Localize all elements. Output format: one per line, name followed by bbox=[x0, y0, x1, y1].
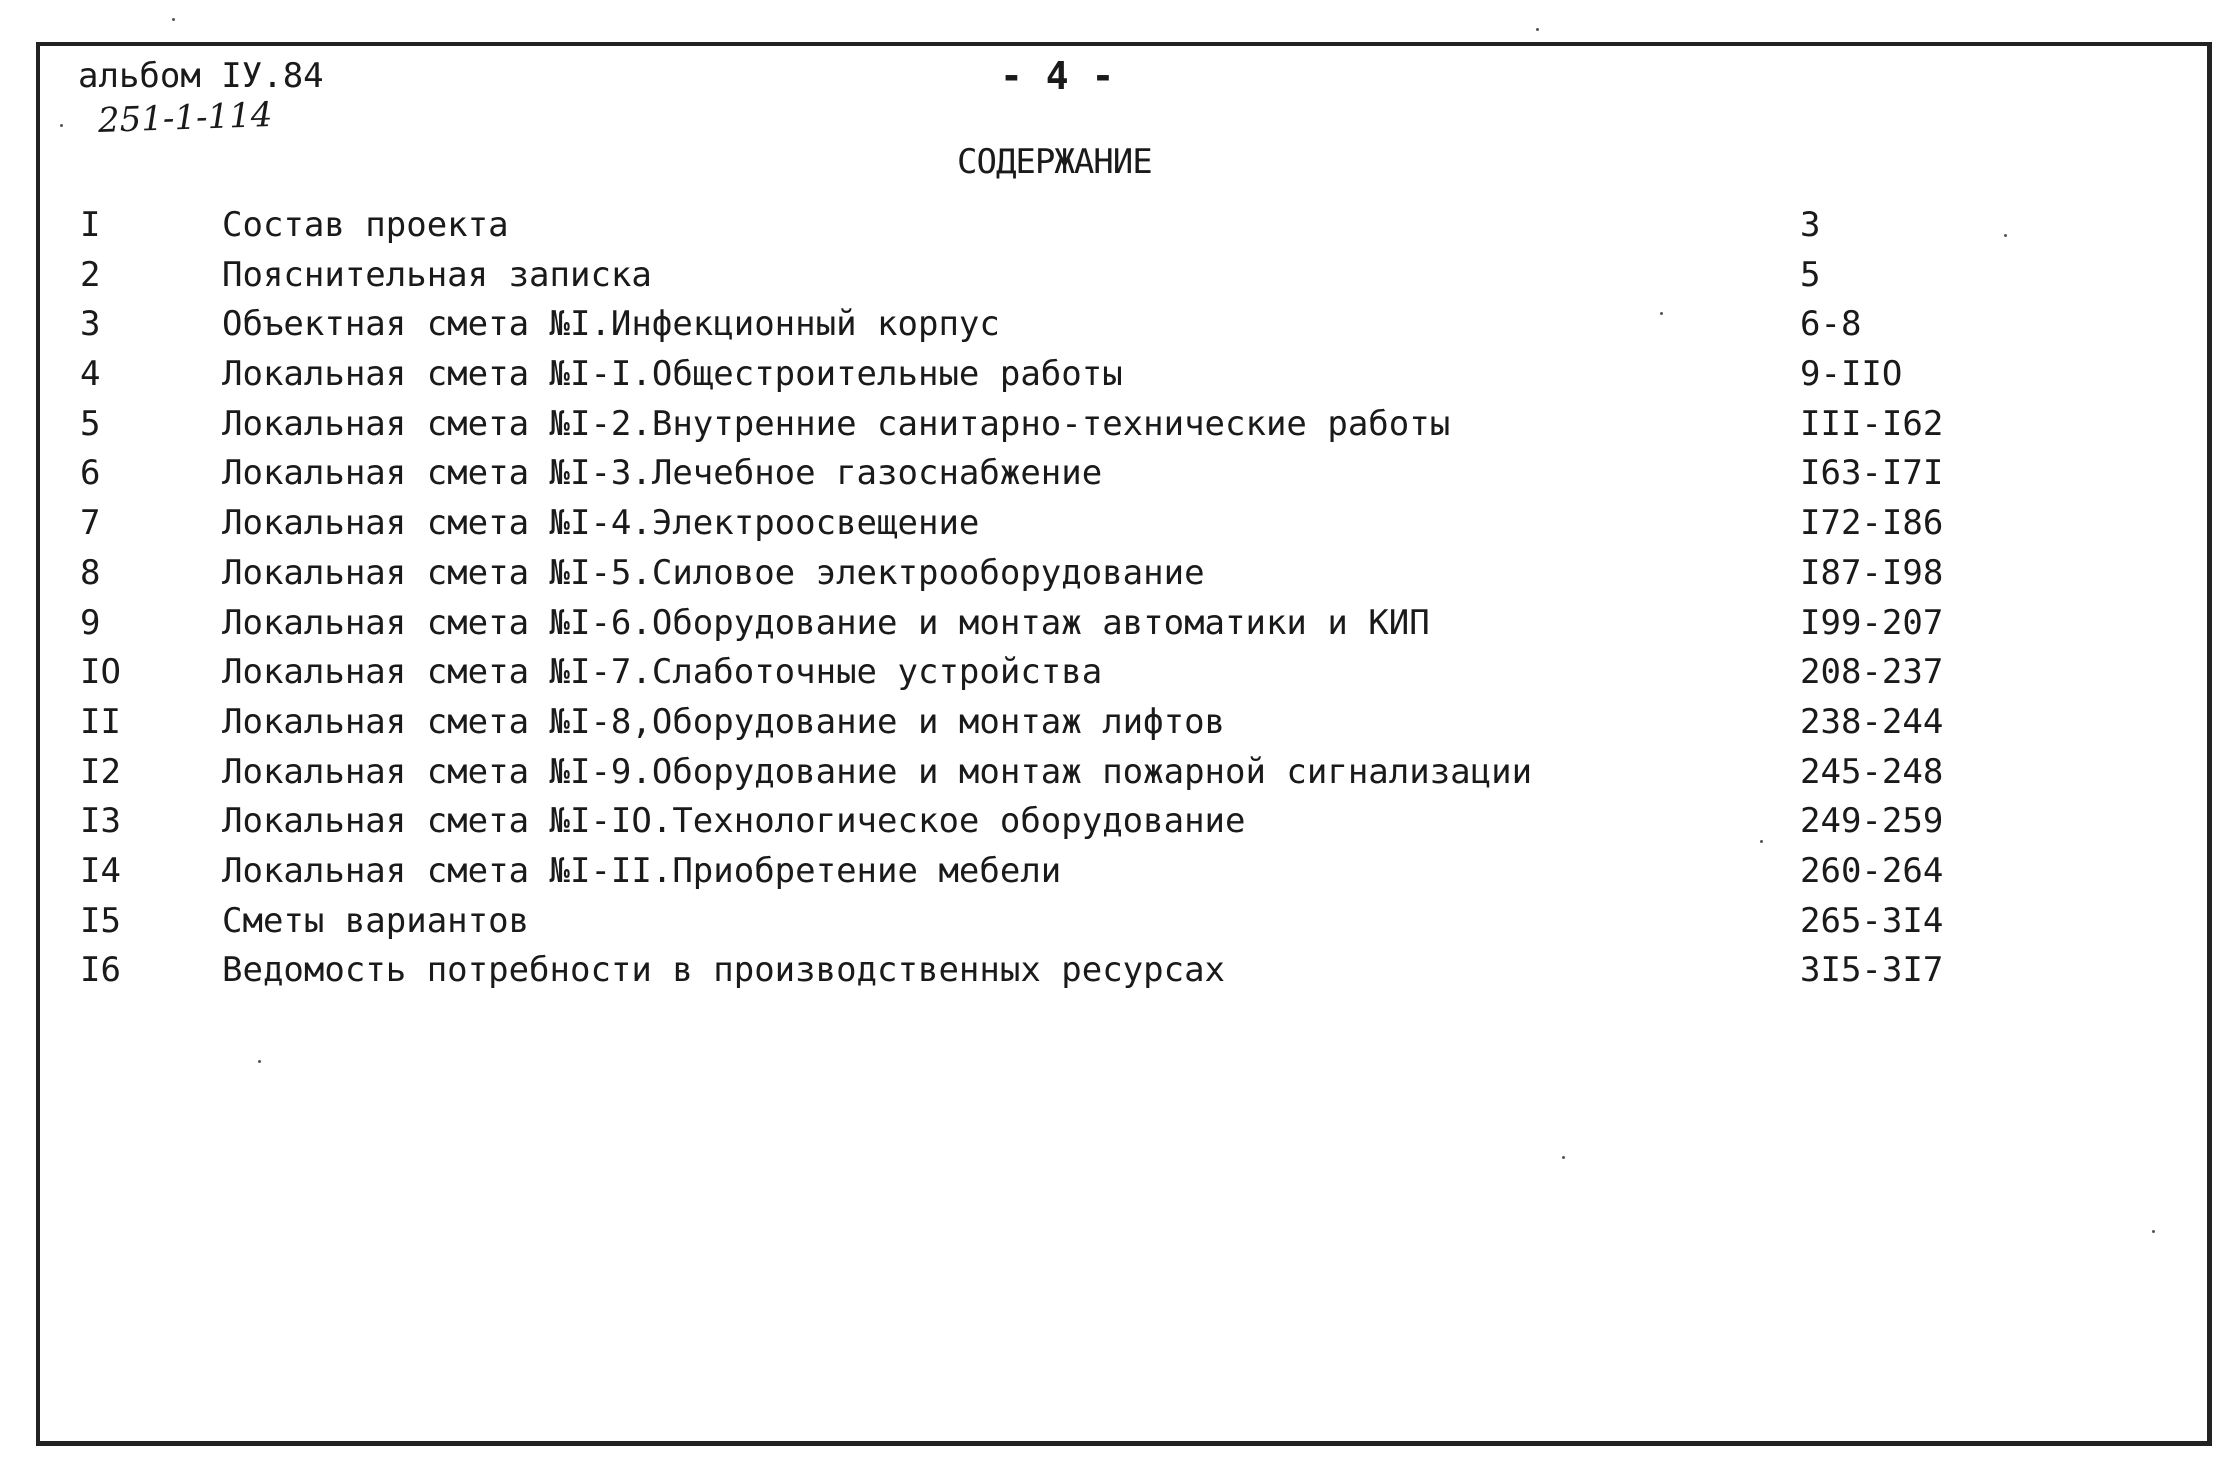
toc-row-number: 9 bbox=[80, 602, 101, 643]
toc-row-pages: 245-248 bbox=[1800, 751, 1944, 792]
toc-row bbox=[0, 801, 2240, 851]
toc-row-title: Локальная смета №I-2.Внутренние санитарно-технические работы bbox=[222, 403, 1451, 444]
toc-row-number: 5 bbox=[80, 403, 101, 444]
toc-row-pages: 265-3I4 bbox=[1800, 900, 1944, 941]
toc-row bbox=[0, 453, 2240, 503]
toc-row bbox=[0, 354, 2240, 404]
toc-row-title: Локальная смета №I-8,Оборудование и монтаж лифтов bbox=[222, 701, 1226, 742]
toc-row-number: I2 bbox=[80, 751, 121, 792]
page-number: - 4 - bbox=[1000, 54, 1115, 98]
album-label: альбом IУ.84 bbox=[78, 56, 324, 96]
toc-row-pages: III-I62 bbox=[1800, 403, 1944, 444]
toc-row-title: Локальная смета №I-II.Приобретение мебели bbox=[222, 850, 1062, 891]
scan-speck bbox=[172, 18, 175, 21]
toc-row-number: I6 bbox=[80, 950, 121, 991]
toc-row bbox=[0, 603, 2240, 653]
toc-row-title: Локальная смета №I-3.Лечебное газоснабжение bbox=[222, 453, 1103, 494]
toc-row-pages: I63-I7I bbox=[1800, 453, 1944, 494]
toc-row-title: Состав проекта bbox=[222, 205, 509, 245]
toc-row bbox=[0, 702, 2240, 752]
scan-speck bbox=[2004, 234, 2007, 237]
toc-row-number: II bbox=[80, 701, 121, 742]
toc-row-title: Локальная смета №I-7.Слаботочные устройства bbox=[222, 652, 1103, 693]
toc-row-pages: 260-264 bbox=[1800, 850, 1944, 891]
toc-row bbox=[0, 553, 2240, 603]
toc-row bbox=[0, 950, 2240, 1000]
toc-row-number: I3 bbox=[80, 801, 121, 842]
toc-row-pages: 238-244 bbox=[1800, 701, 1944, 742]
toc-row bbox=[0, 752, 2240, 802]
toc-row-title: Локальная смета №I-IO.Технологическое оборудование bbox=[222, 801, 1246, 842]
toc-row-number: I5 bbox=[80, 900, 121, 941]
toc-row-title: Локальная смета №I-4.Электроосвещение bbox=[222, 503, 980, 544]
toc-row-pages: I99-207 bbox=[1800, 602, 1944, 643]
toc-row-pages: 208-237 bbox=[1800, 652, 1944, 693]
toc-row-pages: 3 bbox=[1800, 205, 1821, 245]
toc-row-title: Локальная смета №I-I.Общестроительные работы bbox=[222, 354, 1123, 395]
toc-row-title: Локальная смета №I-6.Оборудование и монтаж автоматики и КИП bbox=[222, 602, 1430, 643]
scan-speck bbox=[1660, 312, 1663, 315]
toc-row-title: Локальная смета №I-9.Оборудование и монтаж пожарной сигнализации bbox=[222, 751, 1533, 792]
toc-row-pages: I72-I86 bbox=[1800, 503, 1944, 544]
toc-row-title: Объектная смета №I.Инфекционный корпус bbox=[222, 304, 1000, 345]
toc-row bbox=[0, 404, 2240, 454]
toc-row-number: 2 bbox=[80, 254, 101, 295]
toc-row-number: 8 bbox=[80, 552, 101, 593]
toc-row-title: Локальная смета №I-5.Силовое электрооборудование bbox=[222, 552, 1205, 593]
toc-row-pages: 9-IIO bbox=[1800, 354, 1903, 395]
table-of-contents bbox=[0, 205, 2240, 1000]
toc-row bbox=[0, 255, 2240, 305]
toc-row bbox=[0, 503, 2240, 553]
toc-row bbox=[0, 901, 2240, 951]
scan-speck bbox=[1760, 840, 1763, 843]
toc-row bbox=[0, 851, 2240, 901]
scan-speck bbox=[60, 124, 63, 127]
toc-row-number: 6 bbox=[80, 453, 101, 494]
toc-row-number: 3 bbox=[80, 304, 101, 345]
scan-speck bbox=[2152, 1230, 2155, 1233]
toc-row bbox=[0, 205, 2240, 255]
toc-row-pages: 6-8 bbox=[1800, 304, 1862, 345]
toc-row bbox=[0, 652, 2240, 702]
toc-row-pages: 5 bbox=[1800, 254, 1821, 295]
toc-row-number: I4 bbox=[80, 850, 121, 891]
toc-row-title: Сметы вариантов bbox=[222, 900, 530, 941]
scan-speck bbox=[1536, 28, 1539, 31]
toc-row-pages: 249-259 bbox=[1800, 801, 1944, 842]
toc-row-number: I bbox=[80, 205, 101, 245]
handwritten-code: 251-1-114 bbox=[97, 94, 274, 142]
scan-speck bbox=[258, 1060, 261, 1063]
scan-speck bbox=[1562, 1156, 1565, 1159]
toc-row-pages: 3I5-3I7 bbox=[1800, 950, 1944, 991]
toc-row-number: 4 bbox=[80, 354, 101, 395]
toc-row-title: Пояснительная записка bbox=[222, 254, 652, 295]
toc-row bbox=[0, 304, 2240, 354]
toc-row-number: IO bbox=[80, 652, 121, 693]
toc-heading: СОДЕРЖАНИЕ bbox=[957, 142, 1152, 182]
toc-row-pages: I87-I98 bbox=[1800, 552, 1944, 593]
toc-row-title: Ведомость потребности в производственных ресурсах bbox=[222, 950, 1226, 991]
toc-row-number: 7 bbox=[80, 503, 101, 544]
